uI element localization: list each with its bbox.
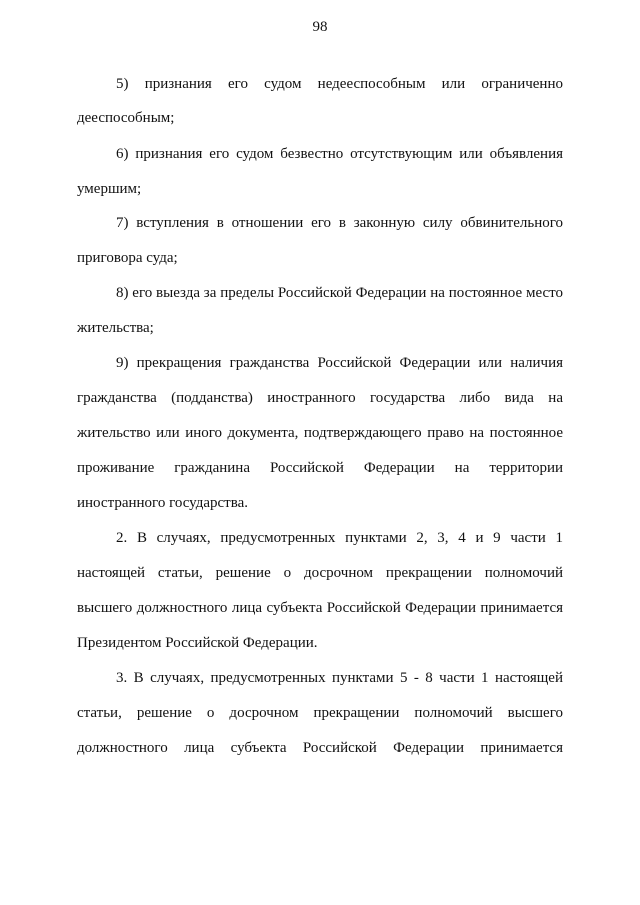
text-line: жительство или иного документа, подтверждающего право на постоянное (77, 425, 563, 441)
text-line: приговора суда; (77, 250, 178, 266)
text-line: высшего должностного лица субъекта Российской Федерации принимается (77, 600, 563, 616)
text-line: 6) признания его судом безвестно отсутствующим или объявления (116, 146, 563, 162)
text-line: статьи, решение о досрочном прекращении полномочий высшего (77, 705, 563, 721)
text-line: 2. В случаях, предусмотренных пунктами 2, 3, 4 и 9 части 1 (116, 530, 563, 546)
text-line: гражданства (подданства) иностранного государства либо вида на (77, 390, 563, 406)
page-number: 98 (312, 19, 328, 35)
text-line: настоящей статьи, решение о досрочном прекращении полномочий (77, 565, 563, 581)
text-line: проживание гражданина Российской Федерации на территории (77, 460, 563, 476)
text-line: дееспособным; (77, 110, 175, 126)
text-line: жительства; (77, 320, 154, 336)
text-line: 8) его выезда за пределы Российской Федерации на постоянное место (116, 285, 563, 301)
text-line: 9) прекращения гражданства Российской Федерации или наличия (116, 355, 563, 371)
text-line: иностранного государства. (77, 495, 249, 511)
text-line: умершим; (77, 181, 142, 197)
text-line: 7) вступления в отношении его в законную силу обвинительного (116, 215, 563, 231)
text-line: Президентом Российской Федерации. (77, 635, 318, 651)
text-line: 5) признания его судом недееспособным или ограниченно (116, 76, 563, 92)
text-line: должностного лица субъекта Российской Федерации принимается (77, 740, 563, 756)
text-line: 3. В случаях, предусмотренных пунктами 5 - 8 части 1 настоящей (116, 670, 563, 686)
